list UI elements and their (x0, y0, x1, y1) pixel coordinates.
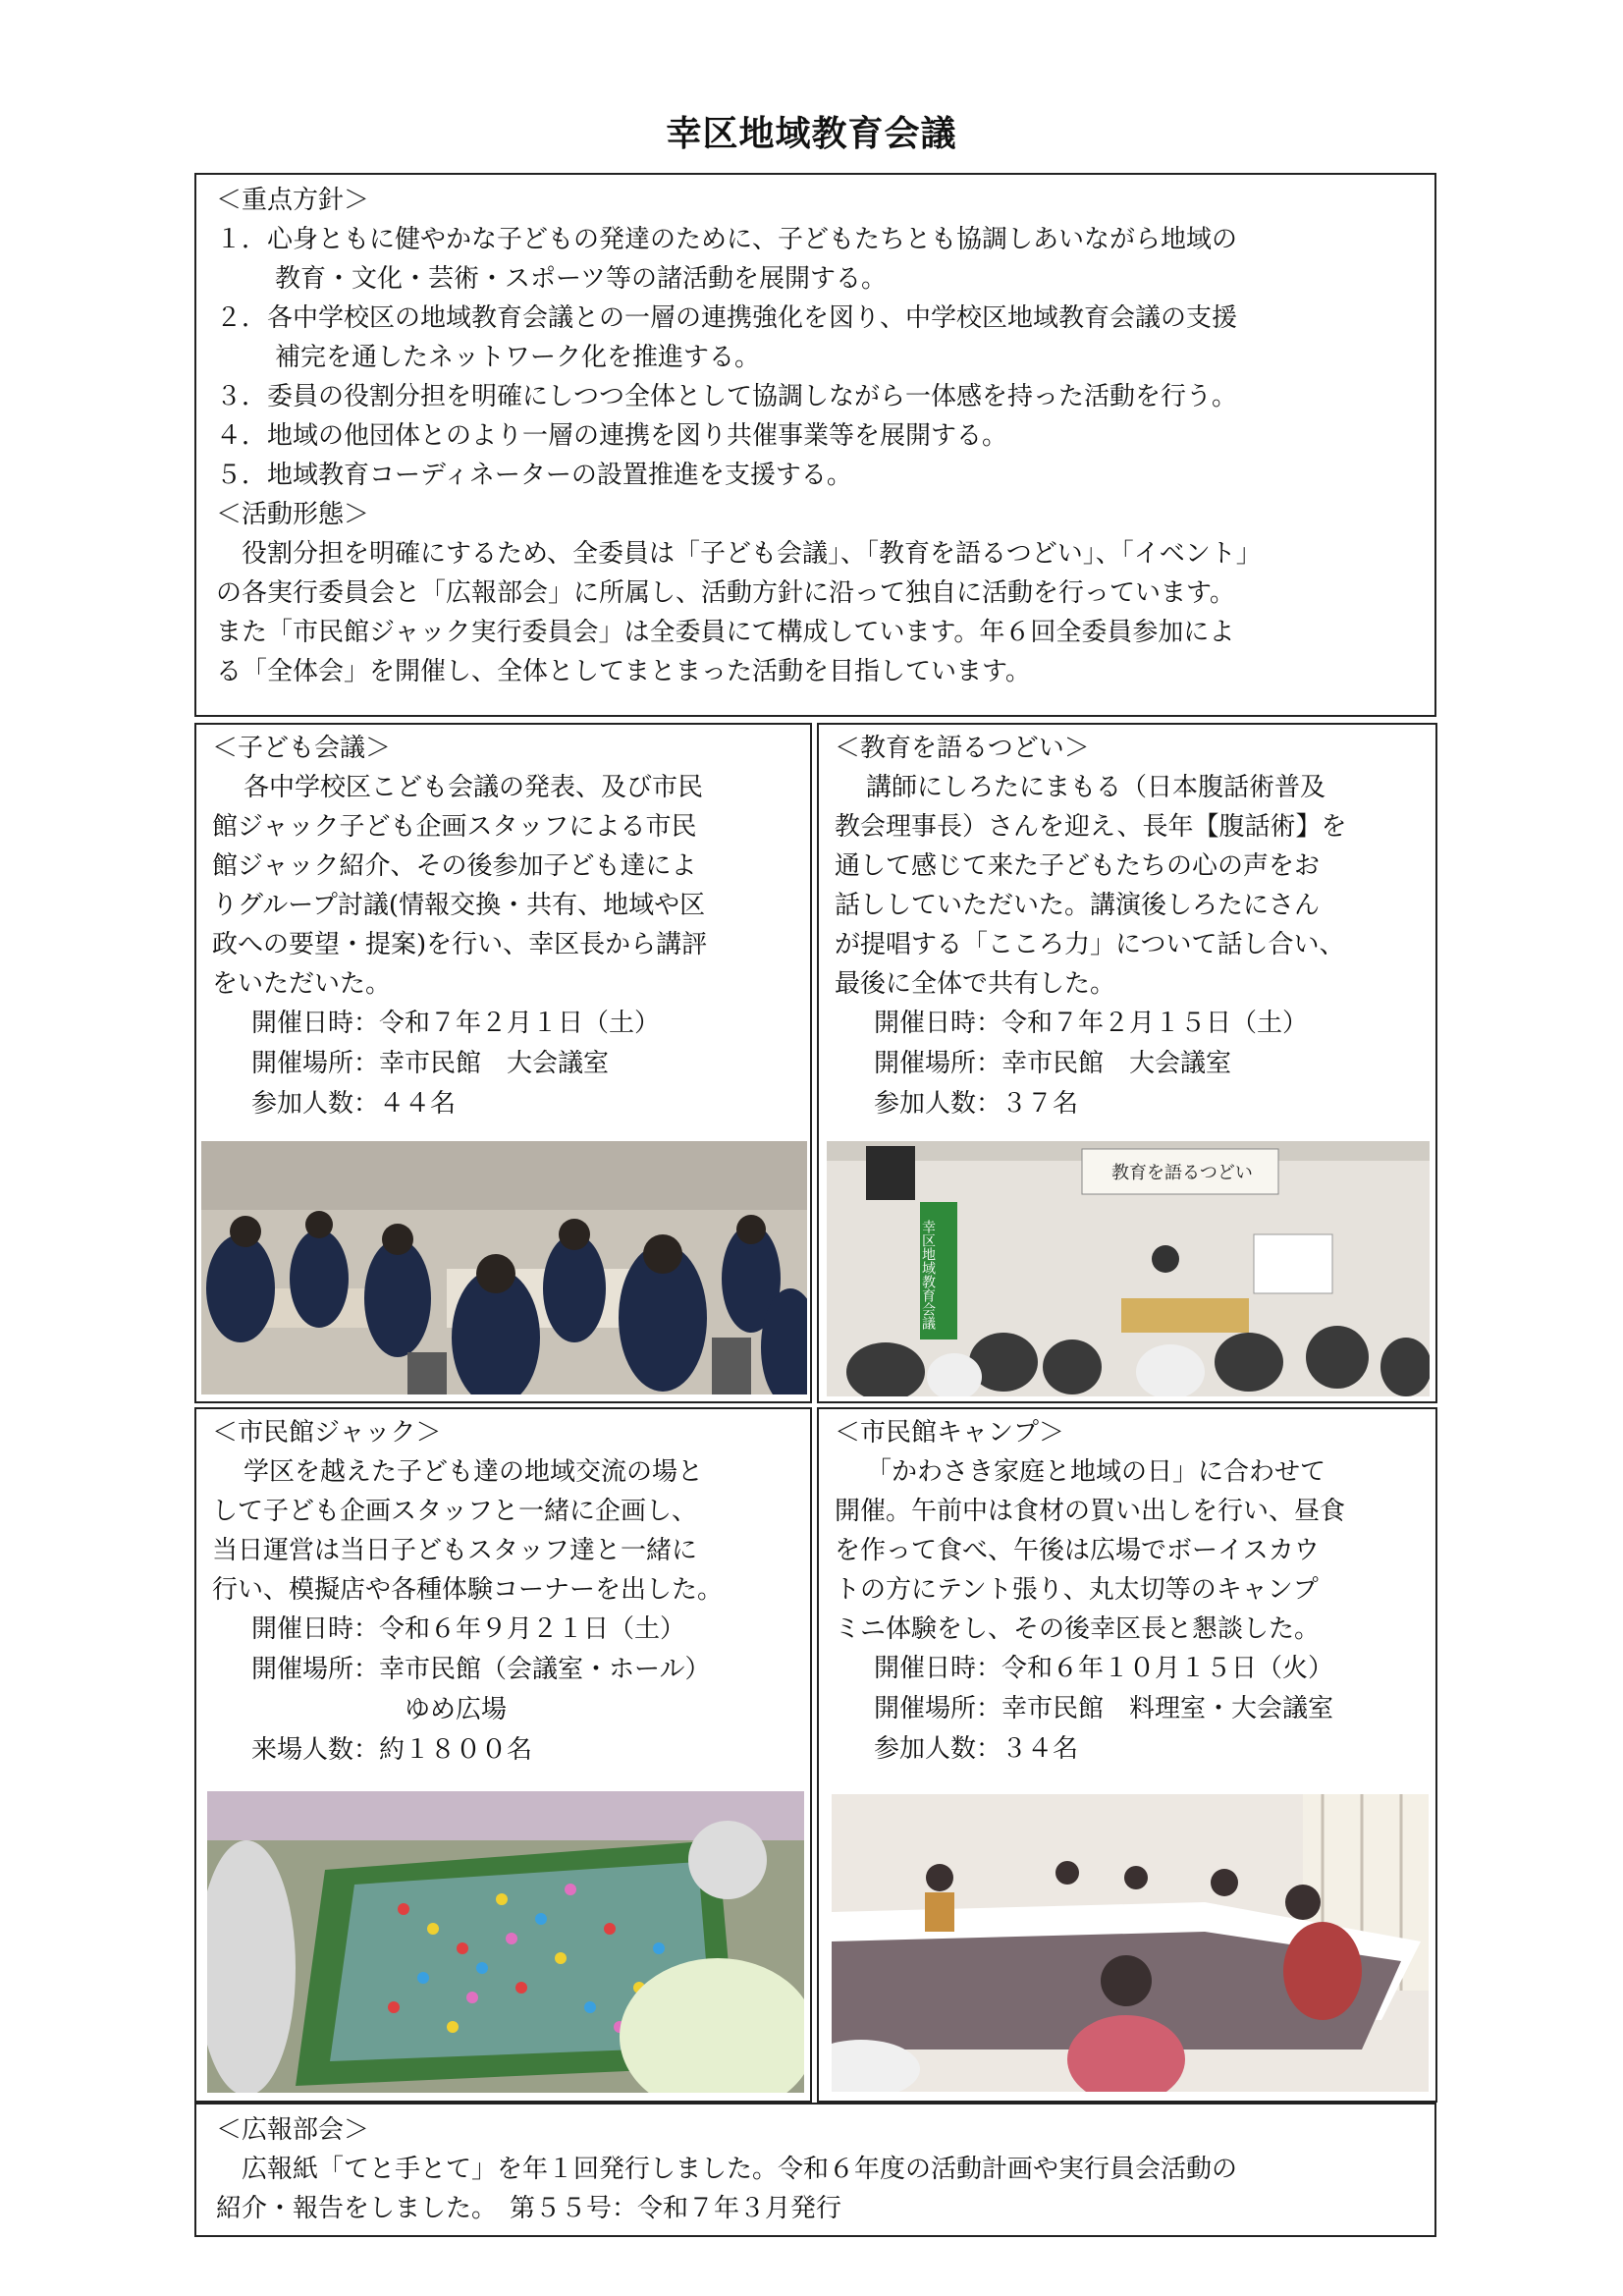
section-heading: ＜子ども会議＞ (212, 734, 392, 763)
body-line: 広報紙「てと手とて」を年１回発行しました。令和６年度の活動計画や実行員会活動の (242, 2155, 1238, 2184)
body-line: 各中学校区こども会議の発表、及び市民 (243, 773, 704, 802)
event-date: 開催日時：令和７年２月１日（土） (251, 1009, 661, 1038)
body-line: 政への要望・提案)を行い、幸区長から講評 (212, 930, 708, 959)
body-line: 「かわさき家庭と地域の日」に合わせて (866, 1457, 1326, 1487)
activity-line: る「全体会」を開催し、全体としてまとまった活動を目指しています。 (216, 657, 1031, 686)
event-count: 参加人数：４４名 (251, 1089, 457, 1119)
body-line: 通して感じて来た子どもたちの心の声をお (835, 851, 1321, 881)
activity-heading: ＜活動形態＞ (216, 500, 370, 529)
kodomo-kaigi-photo (201, 1141, 807, 1394)
activity-line: また「市民館ジャック実行委員会」は全委員にて構成しています。年６回全委員参加によ (216, 618, 1235, 647)
activity-line: の各実行委員会と「広報部会」に所属し、活動方針に沿って独自に活動を行っています。 (216, 578, 1235, 608)
body-line: 話ししていただいた。講演後しろたにさん (835, 891, 1321, 920)
policy-item: １．心身ともに健やかな子どもの発達のために、子どもたちとも協調しあいながら地域の 教育・文化・芸術・スポーツ等の諸活動を展開する。 (216, 225, 1238, 294)
body-line: 紹介・報告をしました。 第５５号：令和７年３月発行 (216, 2194, 842, 2223)
body-line: 教会理事長）さんを迎え、長年【腹話術】を (835, 812, 1347, 842)
body-line: 行い、模擬店や各種体験コーナーを出した。 (212, 1575, 724, 1605)
body-line: 開催。午前中は食材の買い出しを行い、昼食 (835, 1497, 1346, 1526)
section-heading: ＜市民館ジャック＞ (212, 1418, 442, 1448)
tsudoi-flag-text: 幸区地域教育会議 (920, 1220, 936, 1330)
camp-photo (832, 1794, 1429, 2092)
body-line: を作って食べ、午後は広場でボーイスカウ (835, 1536, 1320, 1565)
body-line: 講師にしろたにまもる（日本腹話術普及 (866, 773, 1326, 802)
body-line: 最後に全体で共有した。 (835, 969, 1116, 999)
policy-item: ３．委員の役割分担を明確にしつつ全体として協調しながら一体感を持った活動を行う。 (216, 382, 1238, 411)
body-line: ミニ体験をし、その後幸区長と懇談した。 (835, 1614, 1321, 1644)
section-heading: ＜教育を語るつどい＞ (835, 734, 1090, 763)
policy-item: ４．地域の他団体とのより一層の連携を図り共催事業等を展開する。 (216, 421, 1008, 451)
event-count: 参加人数：３７名 (874, 1089, 1079, 1119)
event-date: 開催日時：令和６年９月２１日（土） (251, 1614, 686, 1644)
event-place: 開催場所：幸市民館 大会議室 (874, 1049, 1232, 1078)
body-line: 学区を越えた子ども達の地域交流の場と (243, 1457, 704, 1487)
policy-box (194, 173, 1436, 717)
section-heading: ＜広報部会＞ (216, 2115, 370, 2145)
policy-item: ５．地域教育コーディネーターの設置推進を支援する。 (216, 461, 852, 490)
section-heading: ＜市民館キャンプ＞ (835, 1418, 1065, 1448)
body-line: 当日運営は当日子どもスタッフ達と一緒に (212, 1536, 698, 1565)
koho-section (194, 2103, 1436, 2237)
event-place: 開催場所：幸市民館（会議室・ホール） (251, 1655, 711, 1684)
tsudoi-banner-text: 教育を語るつどい (1111, 1163, 1253, 1183)
policy-item: ２．各中学校区の地域教育会議との一層の連携強化を図り、中学校区地域教育会議の支援 補完を通したネットワーク化を推進する。 (216, 303, 1238, 372)
body-line: して子ども企画スタッフと一緒に企画し、 (212, 1497, 698, 1526)
body-line: 館ジャック紹介、その後参加子ども達によ (212, 851, 697, 881)
event-place-2: ゆめ広場 (405, 1695, 508, 1724)
body-line: りグループ討議(情報交換・共有、地域や区 (212, 891, 706, 920)
body-line: 館ジャック子ども企画スタッフによる市民 (212, 812, 697, 842)
event-place: 開催場所：幸市民館 大会議室 (251, 1049, 610, 1078)
page-title: 幸区地域教育会議 (666, 114, 957, 154)
body-line: をいただいた。 (212, 969, 392, 999)
event-count: 参加人数：３４名 (874, 1734, 1079, 1764)
event-place: 開催場所：幸市民館 料理室・大会議室 (874, 1694, 1334, 1723)
policy-heading: ＜重点方針＞ (216, 186, 370, 215)
event-date: 開催日時：令和６年１０月１５日（火） (874, 1654, 1334, 1683)
event-count: 来場人数：約１８００名 (251, 1735, 533, 1765)
activity-line: 役割分担を明確にするため、全委員は「子ども会議」、「教育を語るつどい」、「イベント」 (242, 539, 1262, 569)
jack-photo (207, 1791, 804, 2093)
body-line: トの方にテント張り、丸太切等のキャンプ (835, 1575, 1319, 1605)
body-line: が提唱する「こころ力」について話し合い、 (835, 930, 1345, 959)
event-date: 開催日時：令和７年２月１５日（土） (874, 1009, 1309, 1038)
tsudoi-photo (827, 1141, 1430, 1396)
